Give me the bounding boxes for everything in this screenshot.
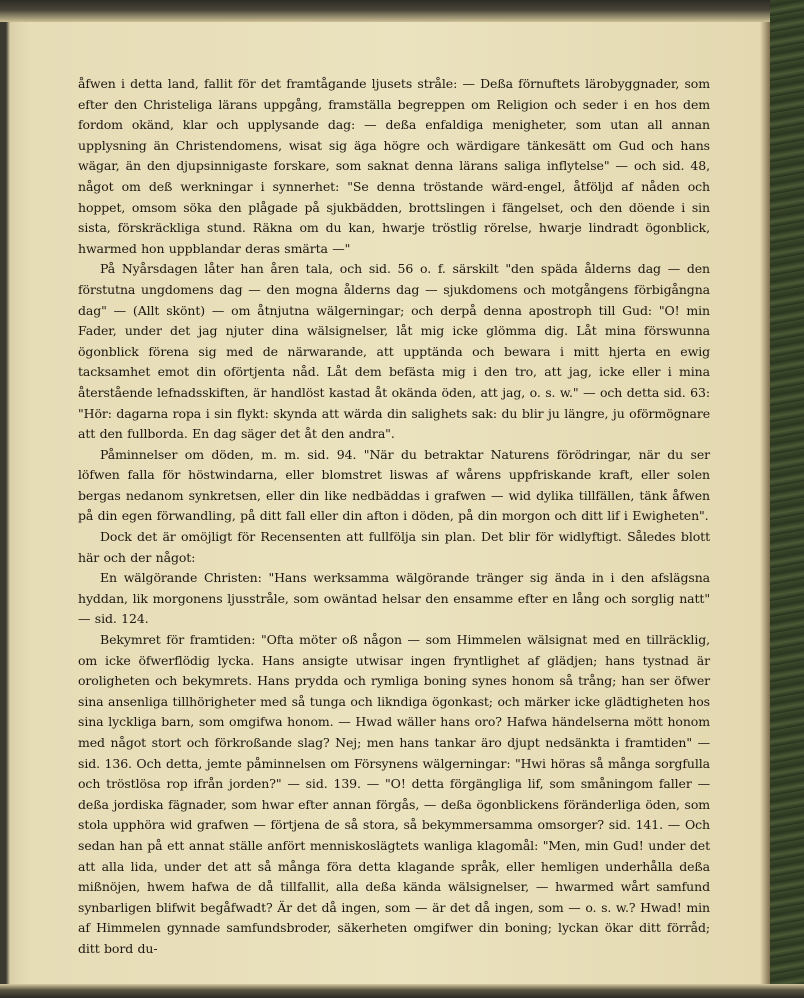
paragraph: På Nyårsdagen låter han åren tala, och sid. 56 o. f. särskilt "den späda ålderns dag — den förstutna ungdomens dag — den mogna ålderns dag — sjukdomens och motgångens förbigångna dag" — (Allt skönt) — om åtnjutna wälgerningar; och derpå denna apostroph till Gud: "O! min Fader, under det jag njuter dina wälsignelser, låt mig icke glömma dig. Låt mina förswunna ögonblick förena sig med de närwarande, att upptända och bewara i mitt hjerta en ewig tacksamhet emot din oförtjenta nåd. Låt dem befästa mig i den tro, att jag, icke eller i mina återstående lefnadsskiften, är handlöst kastad åt okända öden, att jag, o. s. w." — och detta sid. 63: "Hör: dagarna ropa i sin flykt: skynda att wärda din salighets sak: du blir ju längre, ju oförmögnare att den fullborda. En dag säger det åt den andra". — [78, 261, 710, 442]
book-top-edge — [0, 0, 804, 22]
book-bottom-edge — [0, 984, 804, 998]
paragraph: En wälgörande Christen: "Hans werksamma wälgörande tränger sig ända in i den afslägsna hyddan, lik morgonens ljusstråle, som owäntad helsar den ensamme efter en lång och sorglig natt" — sid. 124. — [78, 570, 710, 627]
paragraph: Påminnelser om döden, m. m. sid. 94. "När du betraktar Naturens förödringar, när du ser löfwen falla för höstwindarna, eller blomstret liswas af wårens uppfriskande kraft, eller solen bergas nedanom synkretsen, eller din like nedbäddas i grafwen — wid dylika tillfällen, tänk åfwen på din egen förwandling, på ditt fall eller din afton i döden, på din morgon och ditt lif i Ewigheten". — [78, 446, 710, 524]
paragraph: Bekymret för framtiden: "Ofta möter oß någon — som Himmelen wälsignat med en tillräcklig, om icke öfwerflödig lycka. Hans ansigte utwisar ingen fryntlighet af glädjen; hans tystnad är oroligheten och bekymrets. Hans prydda och rymliga boning synes honom så trång; han ser öfwer sina ansenliga tillhörigheter med så tunga och likndiga ögonkast; och märker icke glädtigheten hos sina lyckliga barn, som omgifwa honom. — Hwad wäller hans oro? Hafwa händelserna mött honom med något stort och förkroßande slag? Nej; men hans tankar äro djupt nedsänkta i framtiden" — sid. 136. Och detta, jemte påminnelsen om Försynens wälgerningar: "Hwi höras så många sorgfulla och tröstlösa rop ifrån jorden?" — sid. 139. — "O! detta förgängliga lif, som småningom faller — deßa jordiska fägnader, som hwar efter annan förgås, — deßa ögonblickens föränderliga öden, som stola upphöra wid grafwen — förtjena de så stora, så bekymmersamma omsorger? sid. 141. — Och sedan han på ett annat ställe anfört menniskoslägtets wanliga klagomål: "Men, min Gud! under det att alla lida, under det att så många föra detta klagande språk, eller hemligen underhålla deßa mißnöjen, hwem hafwa de då tillfallit, alla deßa kända wälsignelser, — hwarmed wårt samfund synbarligen blifwit begåfwadt? Är det då ingen, som — är det då ingen, som — o. s. w.? Hwad! min af Himmelen gynnade samfundsbroder, säkerheten omgifwer din boning; lyckan ökar ditt förråd; ditt bord du- — [78, 632, 710, 956]
page-text-body — [78, 74, 710, 954]
paragraph: Dock det är omöjligt för Recensenten att fullfölja sin plan. Det blir för widlyftigt. Således blott här och der något: — [78, 529, 710, 565]
book-cover-board — [770, 0, 804, 998]
paragraph: åfwen i detta land, fallit för det framtågande ljusets stråle: — Deßa förnuftets lärobyggnader, som efter den Christeliga lärans uppgång, framställa begreppen om Religion och seder i en hos dem fordom okänd, klar och upplysande dag: — deßa enfaldiga menigheter, som utan all annan upplysning än Christendomens, wisat sig äga högre och wärdigare tänkesätt om Gud och hans wägar, än den djupsinnigaste forskare, som saknat denna lärans saliga inflytelse" — och sid. 48, något om deß werkningar i synnerhet: "Se denna tröstande wärd-engel, åtföljd af nåden och hoppet, omsom söka den plågade på sjukbädden, brottslingen i fängelset, och den döende i sin sista, förskräckliga stund. Räkna om du kan, hwarje tröstlig rörelse, hwarje lindradt ögonblick, hwarmed hon uppblandar deras smärta —" — [78, 76, 710, 256]
